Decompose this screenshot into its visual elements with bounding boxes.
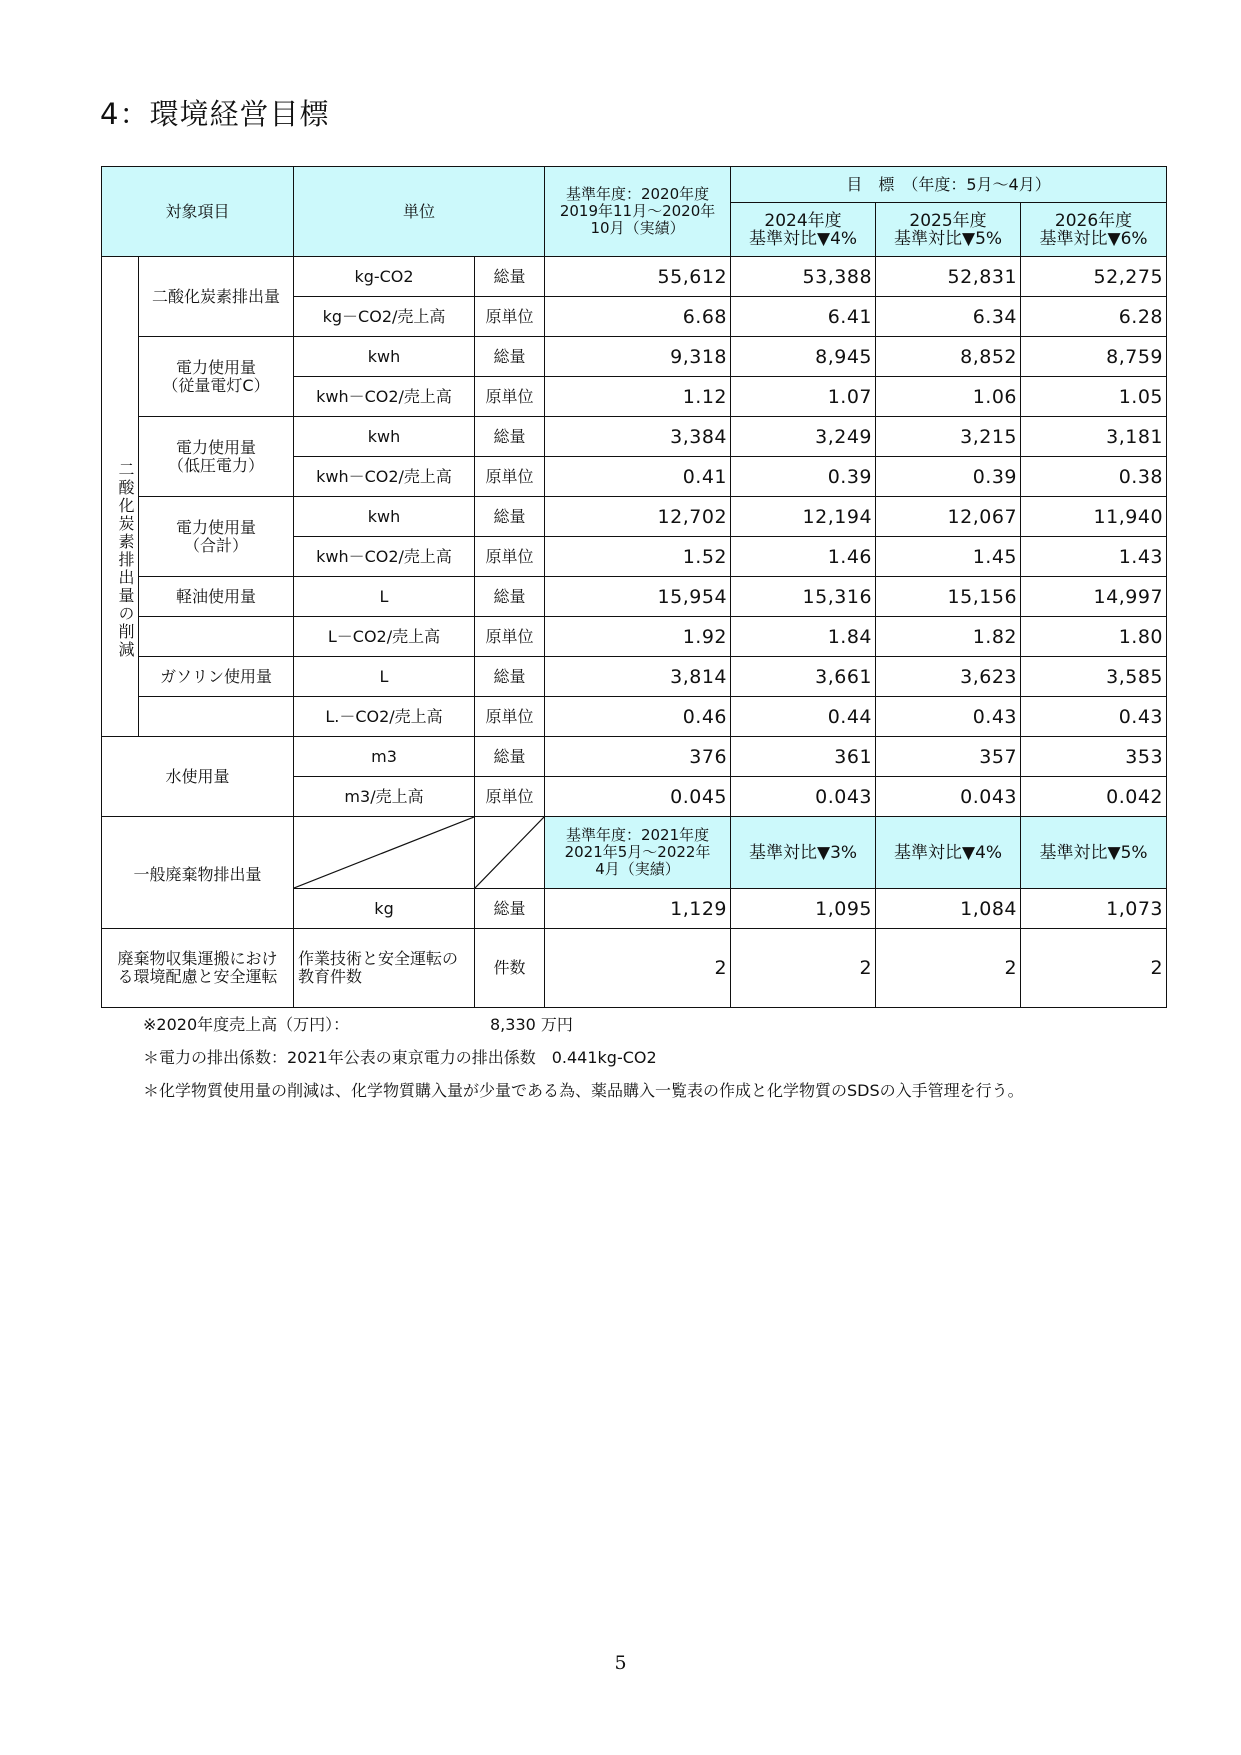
row-2024: 1.46 xyxy=(731,537,876,577)
row-type: 総量 xyxy=(475,577,545,617)
row-base: 376 xyxy=(545,737,731,777)
row-2024: 361 xyxy=(731,737,876,777)
row-base: 9,318 xyxy=(545,337,731,377)
header-unit: 単位 xyxy=(294,167,545,257)
row-2024: 53,388 xyxy=(731,257,876,297)
row-2026: 11,940 xyxy=(1021,497,1167,537)
row-2025: 0.43 xyxy=(876,697,1021,737)
row-type: 原単位 xyxy=(475,457,545,497)
row-unit: kwh xyxy=(294,337,475,377)
row-2026: 1.80 xyxy=(1021,617,1167,657)
waste-target-2: 基準対比▼4% xyxy=(876,817,1021,889)
row-unit: kwh xyxy=(294,417,475,457)
row-2024: 3,661 xyxy=(731,657,876,697)
row-item: ガソリン使用量 xyxy=(139,657,294,697)
row-type: 原単位 xyxy=(475,777,545,817)
row-2024: 6.41 xyxy=(731,297,876,337)
row-2024: 12,194 xyxy=(731,497,876,537)
row-base: 1.92 xyxy=(545,617,731,657)
water-item: 水使用量 xyxy=(102,737,294,817)
row-type: 総量 xyxy=(475,657,545,697)
row-2025: 1.45 xyxy=(876,537,1021,577)
row-type: 原単位 xyxy=(475,297,545,337)
row-type: 総量 xyxy=(475,257,545,297)
row-unit: L xyxy=(294,657,475,697)
row-2025: 6.34 xyxy=(876,297,1021,337)
row-unit: kwh－CO2/売上高 xyxy=(294,377,475,417)
row-2024: 0.44 xyxy=(731,697,876,737)
row-base: 6.68 xyxy=(545,297,731,337)
row-2026: 0.042 xyxy=(1021,777,1167,817)
row-2025: 0.39 xyxy=(876,457,1021,497)
row-type: 原単位 xyxy=(475,697,545,737)
row-base: 0.045 xyxy=(545,777,731,817)
row-2026: 8,759 xyxy=(1021,337,1167,377)
environmental-targets-table xyxy=(101,166,1167,1008)
row-base: 55,612 xyxy=(545,257,731,297)
header-2026: 2026年度 基準対比▼6% xyxy=(1021,203,1167,257)
row-unit: m3/売上高 xyxy=(294,777,475,817)
note-sales-label: ※2020年度売上高（万円）： xyxy=(143,1015,350,1034)
header-target: 目 標 （年度：5月～4月） xyxy=(731,167,1167,203)
row-unit: kg-CO2 xyxy=(294,257,475,297)
row-2026: 6.28 xyxy=(1021,297,1167,337)
row-2025: 3,215 xyxy=(876,417,1021,457)
row-2024: 2 xyxy=(731,929,876,1008)
row-unit: kwh xyxy=(294,497,475,537)
row-type: 原単位 xyxy=(475,537,545,577)
transport-item: 廃棄物収集運搬におけ る環境配慮と安全運転 xyxy=(102,929,294,1008)
row-unit: kwh－CO2/売上高 xyxy=(294,457,475,497)
transport-unit: 作業技術と安全運転の 教育件数 xyxy=(294,929,475,1008)
row-2025: 1.82 xyxy=(876,617,1021,657)
row-unit: L.－CO2/売上高 xyxy=(294,697,475,737)
row-2025: 1.06 xyxy=(876,377,1021,417)
row-2025: 12,067 xyxy=(876,497,1021,537)
row-2025: 3,623 xyxy=(876,657,1021,697)
note-chemicals: ＊化学物質使用量の削減は、化学物質購入量が少量である為、薬品購入一覧表の作成と化学物質のSDSの入手管理を行う。 xyxy=(143,1081,1024,1100)
row-2024: 15,316 xyxy=(731,577,876,617)
row-item-empty xyxy=(139,617,294,657)
row-item: 軽油使用量 xyxy=(139,577,294,617)
row-2026: 3,181 xyxy=(1021,417,1167,457)
header-item: 対象項目 xyxy=(102,167,294,257)
co2-group-label: 二酸化炭素排出量の削減 xyxy=(102,257,139,737)
row-type: 総量 xyxy=(475,737,545,777)
row-item-empty xyxy=(139,697,294,737)
row-unit: kg xyxy=(294,889,475,929)
header-2025: 2025年度 基準対比▼5% xyxy=(876,203,1021,257)
row-type: 件数 xyxy=(475,929,545,1008)
diagonal-cell xyxy=(294,817,475,889)
row-base: 3,384 xyxy=(545,417,731,457)
row-2025: 15,156 xyxy=(876,577,1021,617)
row-item: 電力使用量 （合計） xyxy=(139,497,294,577)
row-2025: 357 xyxy=(876,737,1021,777)
diagonal-cell xyxy=(475,817,545,889)
row-type: 総量 xyxy=(475,497,545,537)
waste-target-1: 基準対比▼3% xyxy=(731,817,876,889)
row-2024: 8,945 xyxy=(731,337,876,377)
waste-target-3: 基準対比▼5% xyxy=(1021,817,1167,889)
row-unit: m3 xyxy=(294,737,475,777)
header-base-year: 基準年度：2020年度 2019年11月～2020年 10月（実績） xyxy=(545,167,731,257)
row-type: 総量 xyxy=(475,337,545,377)
row-unit: L－CO2/売上高 xyxy=(294,617,475,657)
row-2026: 3,585 xyxy=(1021,657,1167,697)
row-unit: L xyxy=(294,577,475,617)
row-type: 原単位 xyxy=(475,377,545,417)
row-item: 電力使用量 （低圧電力） xyxy=(139,417,294,497)
notes xyxy=(143,1012,1024,1111)
row-2025: 1,084 xyxy=(876,889,1021,929)
row-2024: 0.39 xyxy=(731,457,876,497)
row-2026: 1.05 xyxy=(1021,377,1167,417)
row-2026: 1.43 xyxy=(1021,537,1167,577)
row-2026: 0.38 xyxy=(1021,457,1167,497)
row-2024: 3,249 xyxy=(731,417,876,457)
row-type: 総量 xyxy=(475,889,545,929)
row-2024: 1.84 xyxy=(731,617,876,657)
row-base: 0.41 xyxy=(545,457,731,497)
diagonal-line xyxy=(475,817,544,888)
row-2025: 2 xyxy=(876,929,1021,1008)
row-2026: 52,275 xyxy=(1021,257,1167,297)
row-base: 1.52 xyxy=(545,537,731,577)
note-emission-factor: ＊電力の排出係数：2021年公表の東京電力の排出係数 0.441kg-CO2 xyxy=(143,1048,657,1067)
waste-base-year: 基準年度：2021年度 2021年5月～2022年 4月（実績） xyxy=(545,817,731,889)
row-type: 総量 xyxy=(475,417,545,457)
row-2026: 14,997 xyxy=(1021,577,1167,617)
row-base: 12,702 xyxy=(545,497,731,537)
row-unit: kwh－CO2/売上高 xyxy=(294,537,475,577)
row-base: 2 xyxy=(545,929,731,1008)
row-item: 電力使用量 （従量電灯C） xyxy=(139,337,294,417)
row-2025: 0.043 xyxy=(876,777,1021,817)
row-unit: kg－CO2/売上高 xyxy=(294,297,475,337)
row-base: 1.12 xyxy=(545,377,731,417)
row-base: 15,954 xyxy=(545,577,731,617)
row-item: 二酸化炭素排出量 xyxy=(139,257,294,337)
row-base: 0.46 xyxy=(545,697,731,737)
row-2026: 2 xyxy=(1021,929,1167,1008)
row-2026: 1,073 xyxy=(1021,889,1167,929)
note-sales xyxy=(143,1012,1024,1045)
row-type: 原単位 xyxy=(475,617,545,657)
waste-item: 一般廃棄物排出量 xyxy=(102,817,294,929)
row-base: 3,814 xyxy=(545,657,731,697)
row-2026: 353 xyxy=(1021,737,1167,777)
header-2024: 2024年度 基準対比▼4% xyxy=(731,203,876,257)
page-title: 4：環境経営目標 xyxy=(100,97,330,131)
row-2025: 8,852 xyxy=(876,337,1021,377)
row-2024: 1,095 xyxy=(731,889,876,929)
row-2024: 0.043 xyxy=(731,777,876,817)
row-2024: 1.07 xyxy=(731,377,876,417)
diagonal-line xyxy=(294,817,474,888)
row-2025: 52,831 xyxy=(876,257,1021,297)
note-sales-value: 8,330 万円 xyxy=(490,1015,573,1034)
row-base: 1,129 xyxy=(545,889,731,929)
page-number: 5 xyxy=(614,1652,627,1674)
row-2026: 0.43 xyxy=(1021,697,1167,737)
